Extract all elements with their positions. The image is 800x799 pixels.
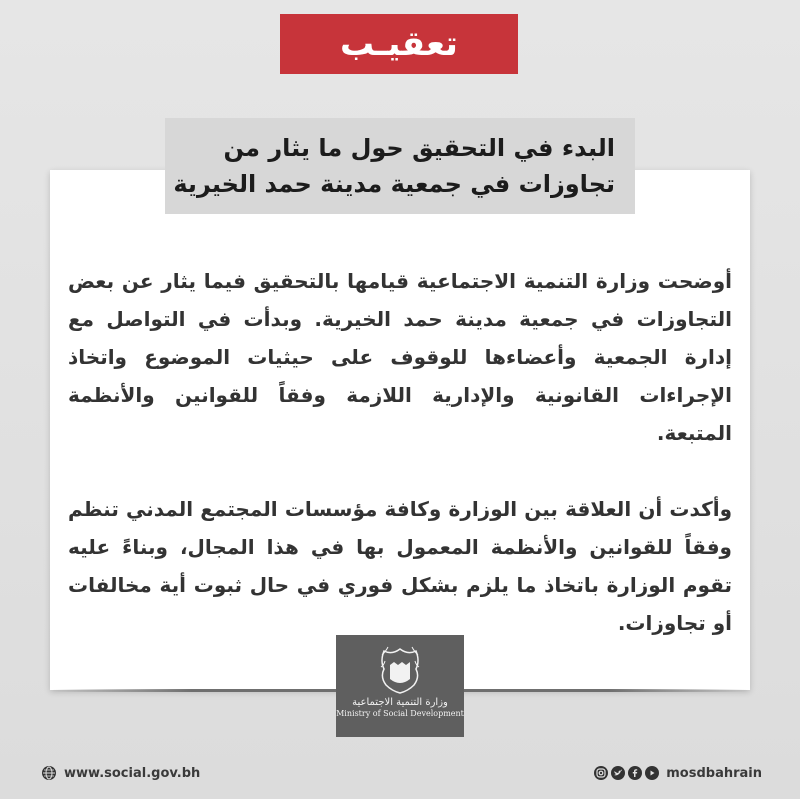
statement-body <box>68 262 732 642</box>
globe-icon <box>42 766 56 780</box>
website-url[interactable]: www.social.gov.bh <box>64 765 201 781</box>
social-footer <box>594 764 762 782</box>
headline-box <box>165 118 635 214</box>
ministry-logo <box>336 635 464 737</box>
website-footer[interactable] <box>42 764 200 782</box>
headline-line-1: البدء في التحقيق حول ما يثار من <box>223 134 615 162</box>
body-paragraph-1: أوضحت وزارة التنمية الاجتماعية قيامها بالتحقيق فيما يثار عن بعض التجاوزات في جمعية مدينة حمد الخيرية. وبدأت في التواصل مع إدارة الجمعية وأعضاءها للوقوف على حيثيات الموضوع واتخاذ الإجراءات القانونية والإدارية اللازمة وفقاً للقوانين والأنظمة المتبعة. <box>68 269 732 445</box>
body-paragraph-2: وأكدت أن العلاقة بين الوزارة وكافة مؤسسات المجتمع المدني تنظم وفقاً للقوانين والأنظمة المعمول بها في هذا المجال، وبناءً عليه تقوم الوزارة باتخاذ ما يلزم بشكل فوري في حال ثبوت أية مخالفات أو تجاوزات. <box>68 497 732 635</box>
twitter-icon[interactable] <box>611 766 625 780</box>
logo-english-name: Ministry of Social Development <box>336 709 464 718</box>
instagram-icon[interactable] <box>594 766 608 780</box>
youtube-icon[interactable] <box>645 766 659 780</box>
badge-label: تعقيـب <box>340 24 458 64</box>
facebook-icon[interactable] <box>628 766 642 780</box>
comment-badge <box>280 14 518 74</box>
logo-arabic-name: وزارة التنمية الاجتماعية <box>352 697 448 708</box>
social-handle[interactable]: mosdbahrain <box>666 765 762 781</box>
bahrain-emblem-icon <box>378 645 422 695</box>
headline-line-2: تجاوزات في جمعية مدينة حمد الخيرية <box>173 170 615 198</box>
